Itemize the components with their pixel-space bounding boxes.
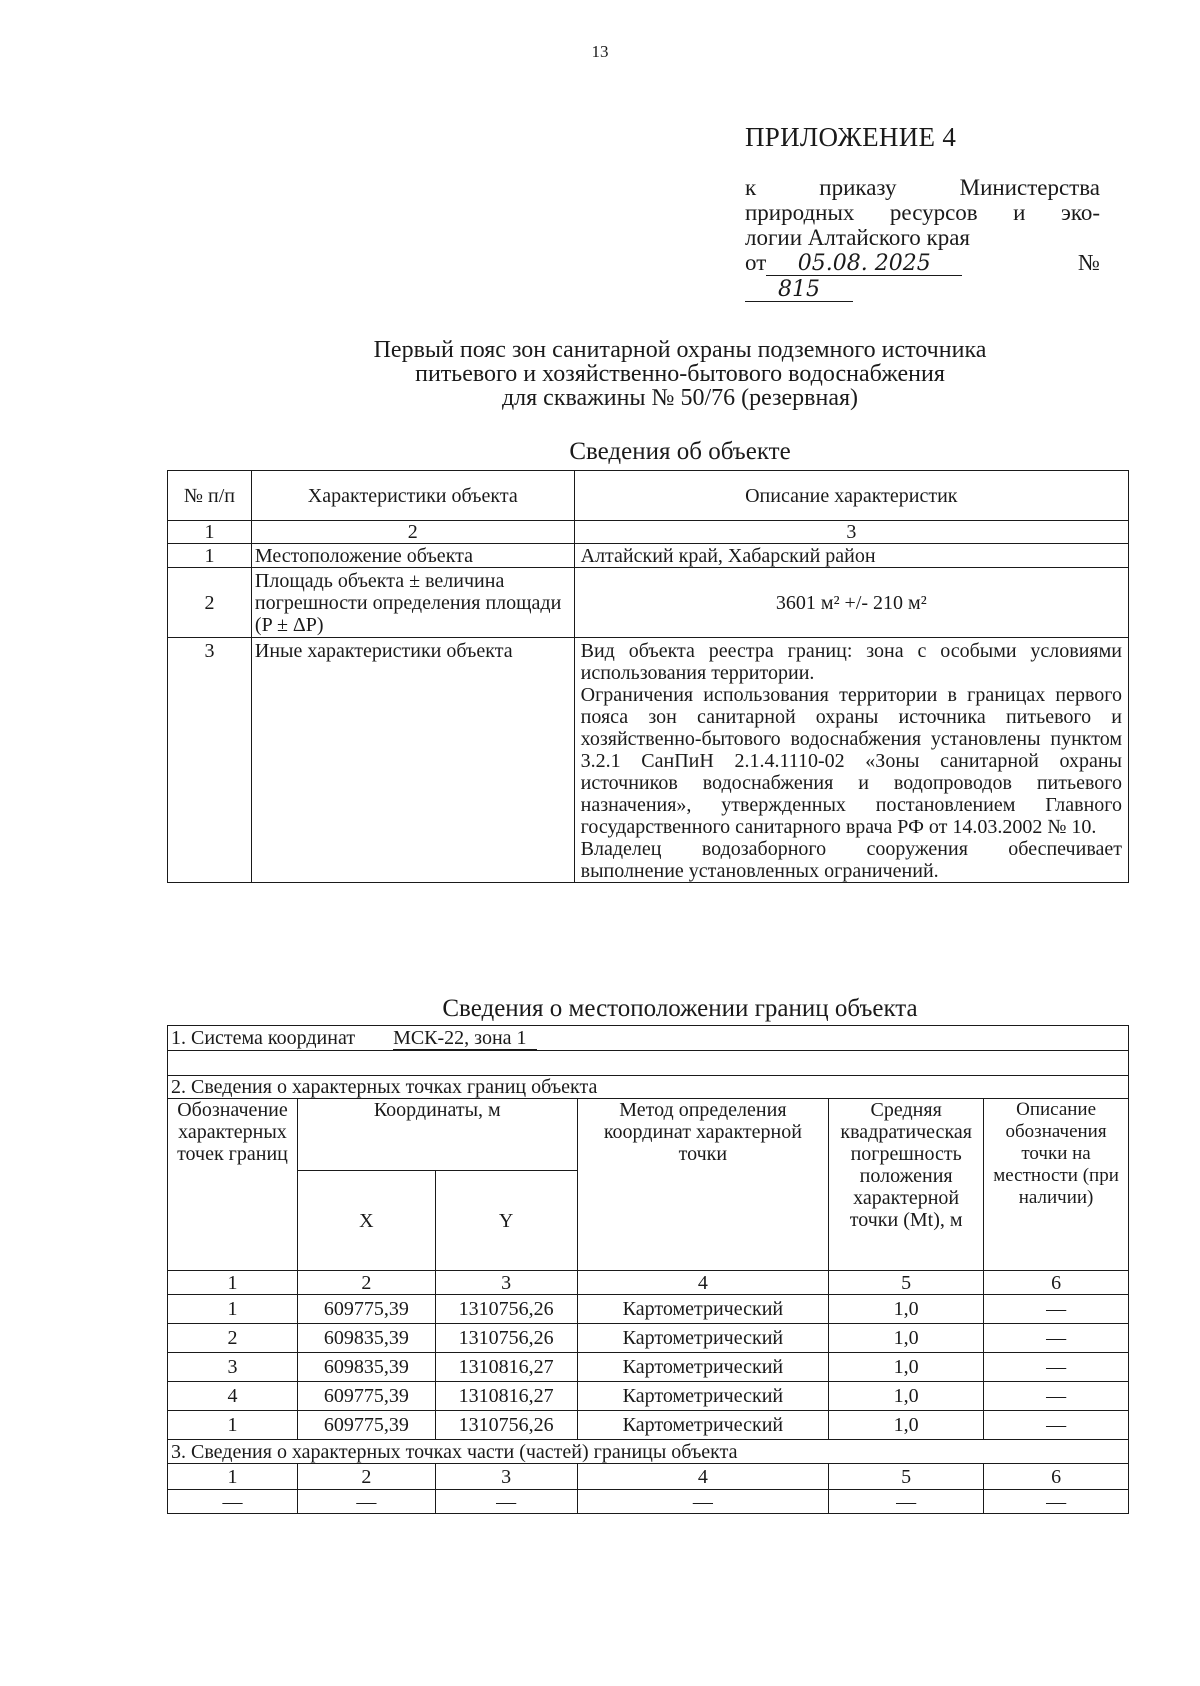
- order-date-line: [745, 250, 1100, 302]
- order-date: 05.08. 2025: [766, 253, 962, 276]
- header-y: Y: [435, 1171, 577, 1271]
- dash-cell: —: [984, 1490, 1129, 1514]
- point-y: 1310816,27: [435, 1353, 577, 1382]
- dash-cell: —: [168, 1490, 298, 1514]
- index-cell: 5: [829, 1464, 984, 1490]
- row-num: 1: [168, 544, 252, 568]
- row-description: 3601 м² +/- 210 м²: [574, 568, 1128, 638]
- header-description: Описание характеристик: [574, 471, 1128, 521]
- index-cell: 6: [984, 1464, 1129, 1490]
- index-cell: 6: [984, 1271, 1129, 1295]
- header-error: Средняя квадратическая погрешность положения характерной точки (Mt), м: [829, 1099, 984, 1271]
- index-cell: 4: [577, 1271, 829, 1295]
- point-x: 609835,39: [297, 1324, 435, 1353]
- row-num: 3: [168, 638, 252, 883]
- row-characteristic: Площадь объекта ± величина погрешности определения площади (P ± ΔP): [251, 568, 574, 638]
- coordinate-system-row: [168, 1026, 1129, 1051]
- point-error: 1,0: [829, 1411, 984, 1440]
- header-x: X: [297, 1171, 435, 1271]
- point-y: 1310756,26: [435, 1411, 577, 1440]
- point-description: —: [984, 1382, 1129, 1411]
- point-y: 1310816,27: [435, 1382, 577, 1411]
- point-method: Картометрический: [577, 1382, 829, 1411]
- point-error: 1,0: [829, 1353, 984, 1382]
- index-cell: 1: [168, 1464, 298, 1490]
- boundary-table: [167, 1025, 1129, 1514]
- point-row: [168, 1324, 1129, 1353]
- title-line-1: Первый пояс зон санитарной охраны подземного источника: [373, 337, 987, 363]
- point-method: Картометрический: [577, 1324, 829, 1353]
- point-row: [168, 1353, 1129, 1382]
- point-y: 1310756,26: [435, 1295, 577, 1324]
- point-description: —: [984, 1353, 1129, 1382]
- row-characteristic: Местоположение объекта: [251, 544, 574, 568]
- row-characteristic: Иные характеристики объекта: [251, 638, 574, 883]
- document-title: [150, 338, 1200, 410]
- point-error: 1,0: [829, 1295, 984, 1324]
- spacer-row: [168, 1051, 1129, 1076]
- object-info-table: [167, 470, 1129, 883]
- point-method: Картометрический: [577, 1353, 829, 1382]
- header-point-description: Описание обозначения точки на местности (при наличии): [984, 1099, 1129, 1271]
- table-row: [168, 638, 1129, 883]
- dash-cell: —: [297, 1490, 435, 1514]
- header-method: Метод определения координат характерной точки: [577, 1099, 829, 1271]
- section-3-heading: 3. Сведения о характерных точках части (частей) границы объекта: [168, 1440, 1129, 1464]
- order-line-2: природных ресурсов и эко-: [745, 200, 1100, 225]
- index-cell: 1: [168, 521, 252, 544]
- coordinate-system-label: 1. Система координат: [171, 1027, 356, 1049]
- index-cell: 3: [435, 1464, 577, 1490]
- order-number-prefix: №: [1078, 250, 1100, 275]
- header-coordinates: Координаты, м: [297, 1099, 577, 1171]
- header-designation: Обозначение характерных точек границ: [168, 1099, 298, 1271]
- appendix-title: ПРИЛОЖЕНИЕ 4: [745, 122, 957, 152]
- order-line-1: к приказу Министерства: [745, 175, 1100, 200]
- point-x: 609775,39: [297, 1295, 435, 1324]
- header-characteristics: Характеристики объекта: [251, 471, 574, 521]
- order-line-3: логии Алтайского края: [745, 225, 971, 250]
- index-cell: 2: [297, 1271, 435, 1295]
- row-description: Алтайский край, Хабарский район: [574, 544, 1128, 568]
- point-y: 1310756,26: [435, 1324, 577, 1353]
- index-cell: 3: [574, 521, 1128, 544]
- point-designation: 4: [168, 1382, 298, 1411]
- point-x: 609775,39: [297, 1411, 435, 1440]
- index-cell: 2: [297, 1464, 435, 1490]
- row-description: [574, 638, 1128, 883]
- section-2-heading: 2. Сведения о характерных точках границ объекта: [168, 1076, 1129, 1099]
- dash-cell: —: [577, 1490, 829, 1514]
- point-designation: 1: [168, 1411, 298, 1440]
- coordinate-system-value: МСК-22, зона 1: [393, 1027, 537, 1050]
- point-row: [168, 1295, 1129, 1324]
- index-cell: 1: [168, 1271, 298, 1295]
- index-cell: 5: [829, 1271, 984, 1295]
- dash-cell: —: [435, 1490, 577, 1514]
- point-method: Картометрический: [577, 1411, 829, 1440]
- order-number: 815: [745, 279, 853, 302]
- point-designation: 1: [168, 1295, 298, 1324]
- object-info-heading: Сведения об объекте: [569, 438, 791, 465]
- order-reference: [745, 175, 1100, 302]
- header-num: № п/п: [168, 471, 252, 521]
- point-error: 1,0: [829, 1382, 984, 1411]
- index-cell: 3: [435, 1271, 577, 1295]
- page-number: 13: [591, 42, 609, 61]
- point-row: [168, 1382, 1129, 1411]
- description-paragraph: Вид объекта реестра границ: зона с особыми условиями использования территории.: [580, 640, 1122, 684]
- table-row: [168, 568, 1129, 638]
- point-designation: 2: [168, 1324, 298, 1353]
- point-row: [168, 1411, 1129, 1440]
- dash-row: [168, 1490, 1129, 1514]
- point-method: Картометрический: [577, 1295, 829, 1324]
- point-description: —: [984, 1295, 1129, 1324]
- point-designation: 3: [168, 1353, 298, 1382]
- point-description: —: [984, 1411, 1129, 1440]
- point-x: 609775,39: [297, 1382, 435, 1411]
- title-line-2: питьевого и хозяйственно-бытового водоснабжения: [415, 361, 945, 387]
- index-cell: 4: [577, 1464, 829, 1490]
- point-x: 609835,39: [297, 1353, 435, 1382]
- point-description: —: [984, 1324, 1129, 1353]
- table-row: [168, 544, 1129, 568]
- description-paragraph: Ограничения использования территории в границах первого пояса зон санитарной охраны источника питьевого и хозяйственно-бытового водоснабжения установлены пунктом 3.2.1 СанПиН 2.1.4.1110-02 «Зоны санитарной охраны источников водоснабжения и водопроводов питьевого назначения», утвержденных постановлением Главного государственного санитарного врача РФ от 14.03.2002 № 10.: [580, 684, 1122, 838]
- point-error: 1,0: [829, 1324, 984, 1353]
- boundary-info-heading: Сведения о местоположении границ объекта: [442, 995, 918, 1022]
- order-date-prefix: от: [745, 250, 767, 275]
- index-cell: 2: [251, 521, 574, 544]
- dash-cell: —: [829, 1490, 984, 1514]
- description-paragraph: Владелец водозаборного сооружения обеспечивает выполнение установленных ограничений.: [580, 838, 1122, 882]
- row-num: 2: [168, 568, 252, 638]
- title-line-3: для скважины № 50/76 (резервная): [501, 385, 859, 411]
